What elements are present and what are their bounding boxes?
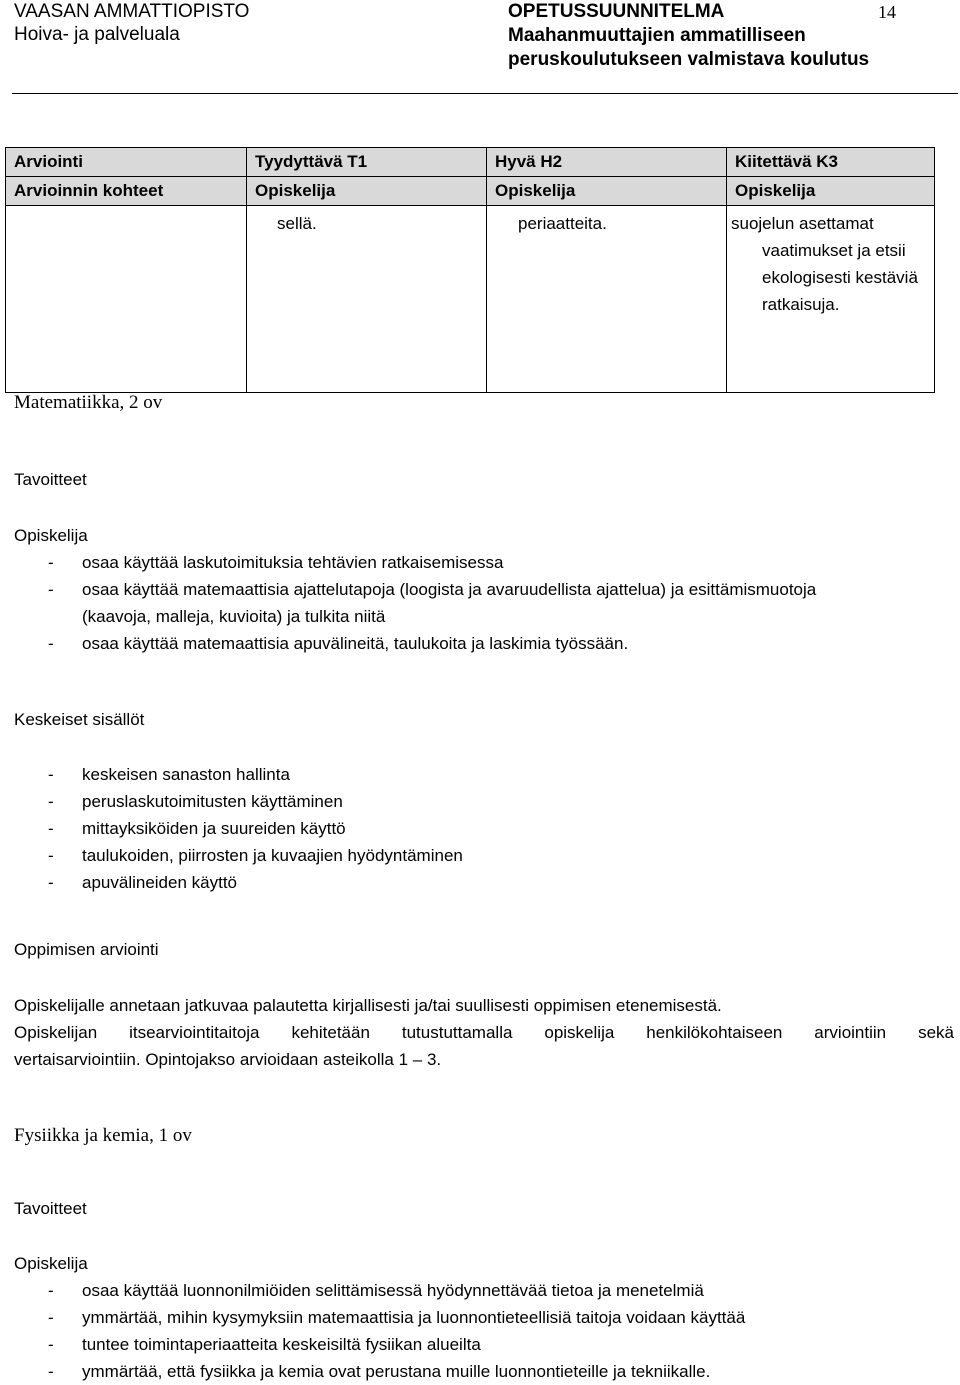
department-name: Hoiva- ja palveluala [14,24,180,45]
page-number: 14 [878,2,896,22]
table-cell-text: sellä. [277,214,317,233]
table-cell [6,206,247,393]
math-content-heading: Keskeiset sisällöt [14,710,145,729]
physics-goals-list [14,1277,745,1385]
document-header-title [508,0,869,72]
table-header-row [6,148,935,177]
table-header-cell: Arviointi [6,148,247,177]
math-goals-heading: Tavoitteet [14,470,87,489]
list-item: - taulukoiden, piirrosten ja kuvaajien hyödyntäminen [48,846,463,865]
table-cell-line: ekologisesti kestäviä [762,268,918,287]
table-cell-line: vaatimukset ja etsii [762,241,906,260]
list-item: - osaa käyttää laskutoimituksia tehtävien ratkaisemisessa [48,553,504,572]
physics-student-label: Opiskelija [14,1254,88,1273]
list-item: - osaa käyttää matemaattisia apuvälineitä, taulukoita ja laskimia työssään. [48,634,629,653]
table-cell-text: periaatteita. [518,214,607,233]
table-header-cell: Opiskelija [247,177,487,206]
list-item: (kaavoja, malleja, kuvioita) ja tulkita niitä [82,607,386,626]
math-student-label: Opiskelija [14,526,88,545]
table-cell-line: ratkaisuja. [762,295,840,314]
table-header-cell: Hyvä H2 [487,148,727,177]
math-content-list [14,761,463,896]
math-assessment-paragraph-1: Opiskelijalle annetaan jatkuvaa palautetta kirjallisesti ja/tai suullisesti oppimisen etenemisestä. [14,996,722,1015]
section-title-physics: Fysiikka ja kemia, 1 ov [14,1125,192,1146]
table-cell [487,206,727,393]
table-row [6,206,935,393]
math-assessment-heading: Oppimisen arviointi [14,940,159,959]
math-assessment-paragraph-2-line-2: vertaisarviointiin. Opintojakso arvioidaan asteikolla 1 – 3. [14,1050,442,1069]
table-cell [247,206,487,393]
list-item: - tuntee toimintaperiaatteita keskeisiltä fysiikan alueilta [48,1335,481,1354]
school-name: VAASAN AMMATTIOPISTO [14,1,250,22]
math-goals-list [14,549,816,657]
list-item: - peruslaskutoimitusten käyttäminen [48,792,343,811]
list-item: - osaa käyttää matemaattisia ajattelutapoja (loogista ja avaruudellista ajattelua) ja esittämismuotoja [48,580,817,599]
assessment-table [5,147,935,393]
table-header-row [6,177,935,206]
doc-type: OPETUSSUUNNITELMA [508,1,725,22]
program-line-2: peruskoulutukseen valmistava koulutus [508,49,870,70]
table-cell [727,206,935,393]
list-item: - ymmärtää, että fysiikka ja kemia ovat perustana muille luonnontieteille ja tekniikalle. [48,1362,711,1381]
table-cell-line: suojelun asettamat [731,214,874,233]
list-item: - mittayksiköiden ja suureiden käyttö [48,819,346,838]
list-item: - osaa käyttää luonnonilmiöiden selittämisessä hyödynnettävää tietoa ja menetelmiä [48,1281,704,1300]
math-assessment-paragraph-2-line-1: Opiskelijan itsearviointitaitoja kehitetään tutustuttamalla opiskelija henkilökohtaiseen arviointiin sekä [14,1023,954,1042]
section-title-math: Matematiikka, 2 ov [14,392,163,413]
header-divider [12,93,958,94]
physics-goals-heading: Tavoitteet [14,1199,87,1218]
table-header-cell: Opiskelija [727,177,935,206]
table-header-cell: Kiitettävä K3 [727,148,935,177]
list-item: - ymmärtää, mihin kysymyksiin matemaattisia ja luonnontieteellisiä taitoja voidaan käyttää [48,1308,746,1327]
program-line-1: Maahanmuuttajien ammatilliseen [508,25,806,46]
table-header-cell: Tyydyttävä T1 [247,148,487,177]
table-header-cell: Arvioinnin kohteet [6,177,247,206]
table-cell-text [727,206,934,318]
table-header-cell: Opiskelija [487,177,727,206]
list-item: - apuvälineiden käyttö [48,873,238,892]
list-item: - keskeisen sanaston hallinta [48,765,290,784]
